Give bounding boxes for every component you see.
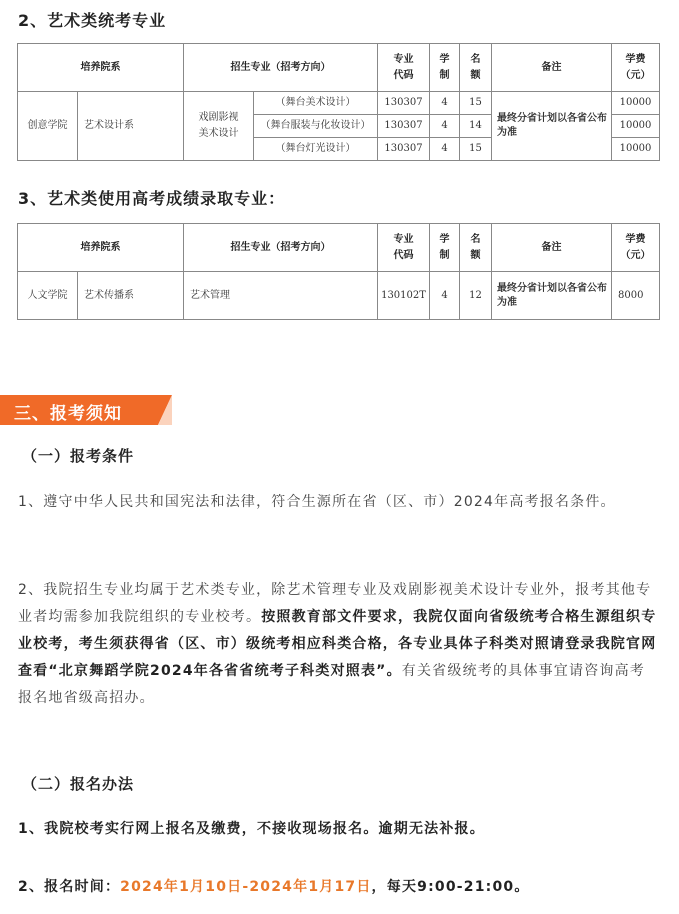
cell-direction: （舞台美术设计） (254, 92, 378, 115)
table-row (18, 92, 660, 115)
registration-date: 2024年1月10日-2024年1月17日 (120, 879, 372, 895)
cell-note: 最终分省计划以各省公布为准 (492, 92, 612, 161)
condition-p2-normal: 2、我院招生专业均属于艺术类专业，除艺术管理专业及戏剧影视美术设计专业外，报考其他专业者均需参加我院组织的专业校考。 (18, 582, 652, 625)
cell-quota: 12 (460, 272, 492, 320)
cell-note: 最终分省计划以各省公布为准 (492, 272, 612, 320)
cell-dept: 艺术传播系 (78, 272, 184, 320)
cell-school: 人文学院 (18, 272, 78, 320)
cell-fee: 10000 (612, 92, 660, 115)
header-code: 专业 代码 (378, 224, 430, 272)
header-school: 培养院系 (18, 224, 184, 272)
header-fee: 学费 （元） (612, 224, 660, 272)
cell-quota: 15 (460, 138, 492, 161)
cell-fee: 10000 (612, 115, 660, 138)
cell-code: 130307 (378, 138, 430, 161)
condition-p2-bold: 按照教育部文件要求，我院仅面向省级统考合格生源组织专业校考，考生须获得省（区、市）级统考相应科类合格，各专业具体子科类对照请登录我院官网查看“北京舞蹈学院2024年各省省统考子科类对照表”。 (18, 609, 657, 679)
gaokao-score-table (17, 223, 660, 320)
method-paragraph-1: 1、我院校考实行网上报名及缴费，不接收现场报名。逾期无法补报。 (18, 821, 485, 837)
cell-fee: 10000 (612, 138, 660, 161)
banner-label: 三、报考须知 (14, 404, 122, 424)
cell-quota: 14 (460, 115, 492, 138)
header-years: 学 制 (430, 224, 460, 272)
cell-code: 130102T (378, 272, 430, 320)
section2-title: 2、艺术类统考专业 (18, 11, 167, 30)
cell-code: 130307 (378, 115, 430, 138)
cell-quota: 15 (460, 92, 492, 115)
cell-years: 4 (430, 138, 460, 161)
header-code: 专业 代码 (378, 44, 430, 92)
header-major: 招生专业（招考方向） (184, 44, 378, 92)
method-title: （二）报名办法 (22, 775, 135, 793)
cell-fee: 8000 (612, 272, 660, 320)
cell-years: 4 (430, 272, 460, 320)
header-quota: 名 额 (460, 44, 492, 92)
condition-paragraph-2 (18, 577, 660, 712)
cell-code: 130307 (378, 92, 430, 115)
art-unified-exam-table (17, 43, 660, 161)
header-note: 备注 (492, 224, 612, 272)
cell-major: 艺术管理 (184, 272, 378, 320)
cell-school: 创意学院 (18, 92, 78, 161)
header-note: 备注 (492, 44, 612, 92)
header-fee: 学费 （元） (612, 44, 660, 92)
header-major: 招生专业（招考方向） (184, 224, 378, 272)
method-paragraph-2 (18, 874, 660, 901)
cell-direction: （舞台服装与化妆设计） (254, 115, 378, 138)
condition-paragraph-1: 1、遵守中华人民共和国宪法和法律，符合生源所在省（区、市）2024年高考报名条件。 (18, 494, 616, 510)
cell-major: 戏剧影视 美术设计 (184, 92, 254, 161)
cell-years: 4 (430, 92, 460, 115)
section-banner (0, 395, 172, 425)
header-school: 培养院系 (18, 44, 184, 92)
table-row (18, 272, 660, 320)
table-header-row (18, 44, 660, 92)
method-p2-label: 2、报名时间： (18, 879, 121, 895)
method-p2-tail: ，每天9:00-21:00。 (371, 879, 530, 895)
condition-p2-tail: 有关省级统考的具体事宜请咨询高考报名地省级高招办。 (18, 663, 645, 706)
conditions-title: （一）报考条件 (22, 447, 135, 465)
cell-dept: 艺术设计系 (78, 92, 184, 161)
cell-years: 4 (430, 115, 460, 138)
section3-title: 3、艺术类使用高考成绩录取专业： (18, 189, 286, 208)
cell-direction: （舞台灯光设计） (254, 138, 378, 161)
header-quota: 名 额 (460, 224, 492, 272)
table-header-row (18, 224, 660, 272)
header-years: 学 制 (430, 44, 460, 92)
